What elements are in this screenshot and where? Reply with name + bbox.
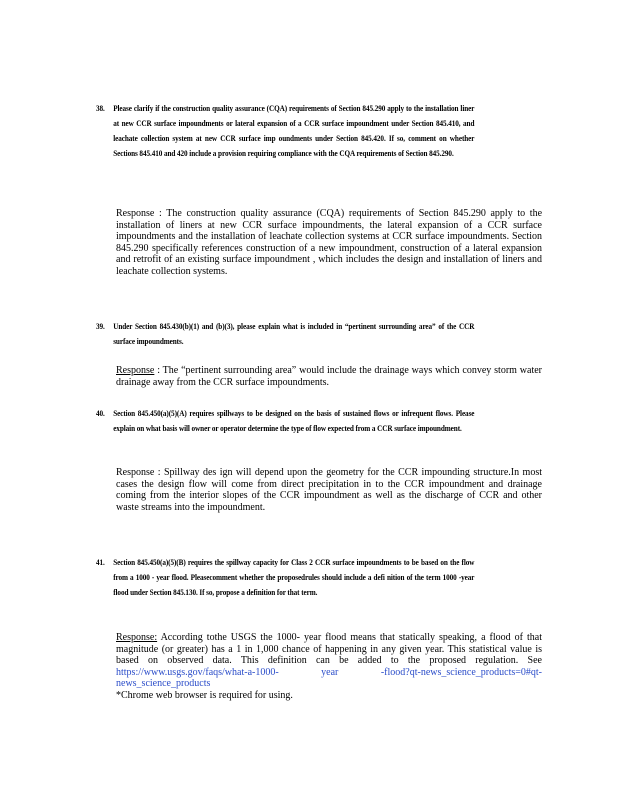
question-text: Section 845.450(a)(5)(A) requires spillways to be designed on the basis of sustained flows or infrequent flows. Please explain on what basis will owner or operator determine the type of flow expected from a CCR surface impoundment. [113,409,475,433]
question-number: 41. [96,558,105,567]
question-text: Under Section 845.430(b)(1) and (b)(3), please explain what is included in “pertinent surrounding area” of the CCR surface impoundments. [113,322,475,346]
response-39 [116,365,542,388]
question-number: 40. [96,409,105,418]
response-text: : The “pertinent surrounding area” would include the drainage ways which convey storm water drainage away from the CCR surface impoundments. [116,365,543,388]
response-text: : Spillway des ign will depend upon the geometry for the CCR impounding structure.In most cases the design flow will come from direct precipitation in to the CCR impoundment and drainage coming from the interior slopes of the CCR impoundment as well as the discharge of CCR and other waste streams into the impoundment. [116,467,543,513]
response-38 [116,208,542,278]
browser-note: *Chrome web browser is required for using. [116,689,293,701]
response-label: Response: [116,632,158,643]
question-text: Please clarify if the construction quality assurance (CQA) requirements of Section 845.290 apply to the installation liner at new CCR surface impoundments or lateral expansion of a CCR surface impoundment under Section 845.410, and leachate collection system at new CCR surface imp oundments under Section 845.420. If so, comment on whether Sections 845.410 and 420 include a provision requiring compliance with the CQA requirements of Section 845.290. [113,104,475,158]
question-number: 39. [96,322,105,331]
question-40 [96,406,474,436]
question-text: Section 845.450(a)(5)(B) requires the spillway capacity for Class 2 CCR surface impoundments to be based on the flow from a 1000 - year flood. Pleasecomment whether the proposedrules should include a defi nition of the term 1000 -year flood under Section 845.130. If so, propose a definition for that term. [113,558,475,597]
usgs-link[interactable]: https://www.usgs.gov/faqs/what-a-1000- year -flood?qt-news_science_products=0#qt- news_science_products [116,666,542,690]
question-number: 38. [96,104,105,113]
response-text: : The construction quality assurance (CQA) requirements of Section 845.290 apply to the installation of liners at new CCR surface impoundments, the lateral expansion of a CCR surface impoundments and the installation of leachate collection systems at CCR surface impoundments. Section 845.290 specifically references construction of a new impoundment, construction of a lateral expansion and retrofit of an existing surface impoundment , which includes the design and installation of liners and leachate collection systems. [116,208,543,277]
question-41 [96,555,474,600]
response-text: According tothe USGS the 1000- year flood means that statically speaking, a flood of that magnitude (or greater) has a 1 in 1,000 chance of happening in any given year. This statistical value is based on observed data. This definition can be added to the proposed regulation. See [116,632,542,667]
response-label: Response [116,208,155,219]
response-41 [116,632,542,702]
response-label: Response [116,467,155,478]
response-40 [116,467,542,513]
response-label: Response [116,365,155,376]
question-39 [96,319,474,349]
question-38 [96,101,474,161]
